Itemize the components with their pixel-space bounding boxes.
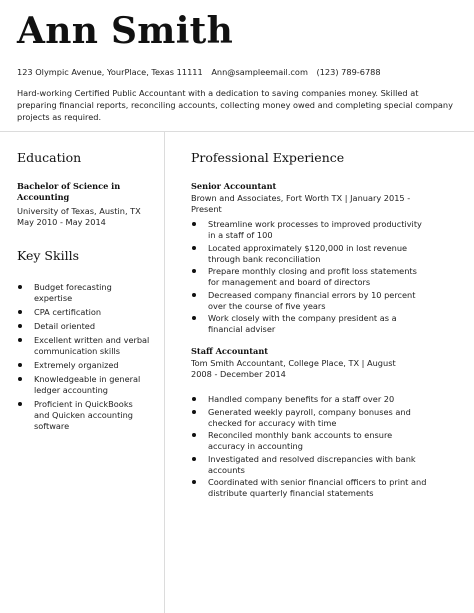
skill-item: Budget forecasting expertise xyxy=(17,282,150,304)
job-bullet: Decreased company financial errors by 10 percent over the course of five years xyxy=(191,290,429,312)
job-bullet: Handled company benefits for a staff over 20 xyxy=(191,394,429,405)
skill-item: CPA certification xyxy=(17,307,150,318)
job-bullet: Generated weekly payroll, company bonuses and checked for accuracy with time xyxy=(191,407,429,429)
job-company: Brown and Associates, Fort Worth TX | January 2015 - Present xyxy=(191,193,411,214)
job-bullet: Work closely with the company president as a financial adviser xyxy=(191,313,429,335)
phone: (123) 789-6788 xyxy=(316,67,381,77)
job-bullets xyxy=(191,394,429,501)
job-bullet: Reconciled monthly bank accounts to ensure accuracy in accounting xyxy=(191,430,429,452)
job-title: Senior Accountant xyxy=(191,181,277,191)
skill-item: Excellent written and verbal communication skills xyxy=(17,335,150,357)
column-divider xyxy=(164,131,165,613)
job-bullet: Investigated and resolved discrepancies with bank accounts xyxy=(191,454,429,476)
job-bullet: Located approximately $120,000 in lost revenue through bank reconciliation xyxy=(191,243,429,265)
contact-line xyxy=(17,67,387,77)
job-bullet: Prepare monthly closing and profit loss statements for management and board of directors xyxy=(191,266,429,288)
key-skills-heading: Key Skills xyxy=(17,248,79,263)
address: 123 Olympic Avenue, YourPlace, Texas 11111 xyxy=(17,67,203,77)
job-bullet: Streamline work processes to improved productivity in a staff of 100 xyxy=(191,219,429,241)
education-heading: Education xyxy=(17,150,82,165)
skills-list xyxy=(17,282,150,435)
skill-item: Proficient in QuickBooks and Quicken accounting software xyxy=(17,399,150,432)
professional-summary: Hard-working Certified Public Accountant with a dedication to saving companies money. Skilled at preparing financial reports, reconciling accounts, collecting money owed and completing special company projects as required. xyxy=(17,88,453,122)
job-company: Tom Smith Accountant, College Place, TX | August 2008 - December 2014 xyxy=(191,358,396,379)
experience-heading: Professional Experience xyxy=(191,150,345,165)
education-degree: Bachelor of Science in Accounting xyxy=(17,181,121,202)
email: Ann@sampleemail.com xyxy=(211,67,308,77)
skill-item: Extremely organized xyxy=(17,360,150,371)
job-bullets xyxy=(191,219,429,337)
job-bullet: Coordinated with senior financial officers to print and distribute quarterly financial statements xyxy=(191,477,429,499)
job-title: Staff Accountant xyxy=(191,346,269,356)
skill-item: Detail oriented xyxy=(17,321,150,332)
header-divider xyxy=(0,131,474,132)
skill-item: Knowledgeable in general ledger accounting xyxy=(17,374,150,396)
education-school: University of Texas, Austin, TX xyxy=(17,206,141,216)
education-dates: May 2010 - May 2014 xyxy=(17,217,106,227)
candidate-name: Ann Smith xyxy=(17,10,234,52)
